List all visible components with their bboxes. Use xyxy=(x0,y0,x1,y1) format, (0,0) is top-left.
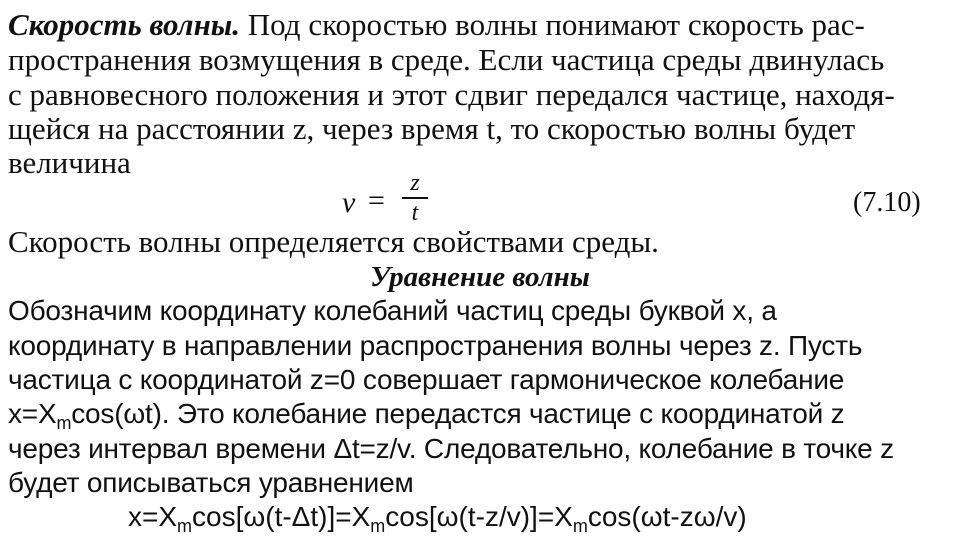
final-eq-sub-1: m xyxy=(177,516,193,536)
wave-speed-line-1-text: Под скоростью волны понимают скорость рас- xyxy=(240,7,865,42)
paragraph-wave-equation-line-2: координату в направлении распространения волны через z. Пусть xyxy=(8,330,863,361)
wave-speed-title: Скорость волны. xyxy=(8,7,241,42)
formula-denominator: t xyxy=(411,200,419,226)
paragraph-wave-equation-line-5: через интервал времени Δt=z/v. Следовательно, колебание в точке z xyxy=(8,433,894,464)
paragraph-wave-equation-line-1: Обозначим координату колебаний частиц среды буквой x, а xyxy=(8,295,777,326)
wave-speed-conclusion: Скорость волны определяется свойствами среды. xyxy=(8,224,659,259)
final-eq-part-2: cos[ω(t-Δt)]=X xyxy=(192,501,371,532)
paragraph-wave-equation-line-4 xyxy=(8,398,845,433)
formula-fraction xyxy=(402,170,428,226)
final-wave-equation xyxy=(128,501,747,536)
line-4-part-a: x=X xyxy=(8,398,57,429)
paragraph-wave-speed-line-2: пространения возмущения в среде. Если частица среды двинулась xyxy=(8,42,885,77)
equation-number: (7.10) xyxy=(853,187,921,218)
paragraph-wave-speed-line-5: величина xyxy=(8,145,131,180)
paragraph-wave-speed-line-1 xyxy=(8,9,865,40)
formula-lhs: v xyxy=(342,186,356,219)
line-4-subscript: m xyxy=(56,413,72,433)
final-eq-part-1: x=X xyxy=(128,501,178,532)
formula-equals: = xyxy=(368,184,385,217)
final-eq-sub-2: m xyxy=(370,516,386,536)
final-eq-part-3: cos[ω(t-z/v)]=X xyxy=(385,501,573,532)
section-heading-wave-equation: Уравнение волны xyxy=(370,261,590,293)
final-eq-sub-3: m xyxy=(572,516,588,536)
final-eq-part-4: cos(ωt-zω/v) xyxy=(587,501,747,532)
formula-numerator: z xyxy=(410,170,420,196)
paragraph-wave-equation-line-3: частица с координатой z=0 совершает гармоническое колебание xyxy=(8,364,845,395)
paragraph-wave-speed-line-3: с равновесного положения и этот сдвиг передался частице, находя- xyxy=(8,77,895,112)
fraction-bar xyxy=(402,197,428,199)
paragraph-wave-equation-line-6: будет описываться уравнением xyxy=(8,467,414,498)
paragraph-wave-speed-line-4: щейся на расстоянии z, через время t, то скоростью волны будет xyxy=(8,111,856,146)
line-4-part-b: cos(ωt). Это колебание передастся частице с координатой z xyxy=(71,398,845,429)
